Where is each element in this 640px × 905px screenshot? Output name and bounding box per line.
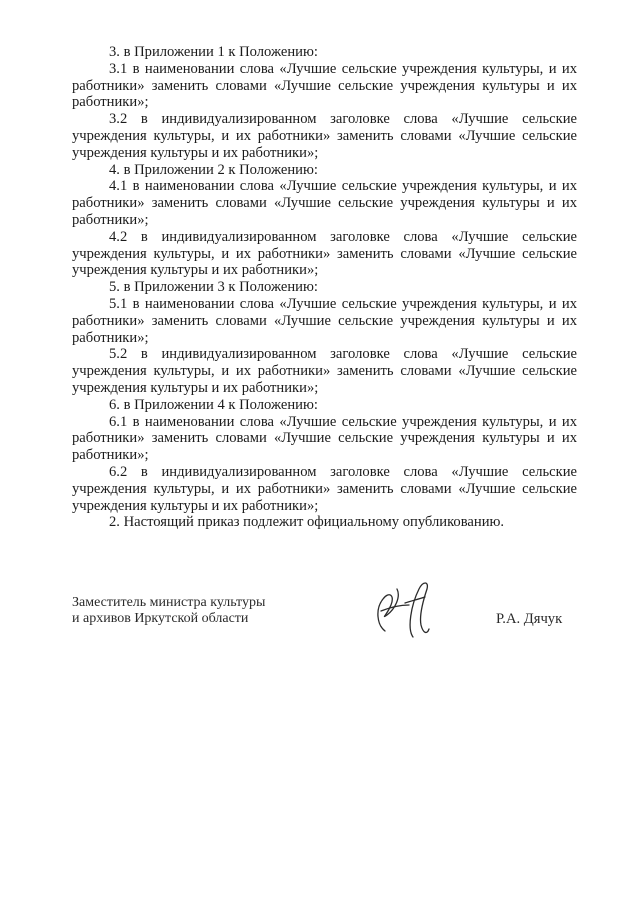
section-heading-appendix-3: 5. в Приложении 3 к Положению: (109, 279, 318, 296)
signer-title (72, 595, 265, 626)
section-heading-appendix-4: 6. в Приложении 4 к Положению: (109, 396, 318, 413)
paragraph-3-2: 3.2 в индивидуализированном заголовке слова «Лучшие сельские учреждения культуры, и их работники» заменить словами «Лучшие сельские учреждения культуры и их работники»; (72, 111, 577, 161)
paragraph-6-1: 6.1 в наименовании слова «Лучшие сельские учреждения культуры, и их работники» заменить словами «Лучшие сельские учреждения культуры и их работники»; (72, 413, 577, 464)
paragraph-6-2: 6.2 в индивидуализированном заголовке слова «Лучшие сельские учреждения культуры, и их работники» заменить словами «Лучшие сельские учреждения культуры и их работники»; (72, 463, 577, 514)
paragraph-3-1: 3.1 в наименовании слова «Лучшие сельские учреждения культуры, и их работники» заменить словами «Лучшие сельские учреждения культуры и их работники»; (72, 60, 577, 111)
paragraph-4-2: 4.2 в индивидуализированном заголовке слова «Лучшие сельские учреждения культуры, и их работники» заменить словами «Лучшие сельские учреждения культуры и их работники»; (72, 228, 577, 279)
section-heading-appendix-1: 3. в Приложении 1 к Положению: (109, 44, 318, 60)
publication-clause: 2. Настоящий приказ подлежит официальному опубликованию. (109, 514, 505, 531)
paragraph-4-1: 4.1 в наименовании слова «Лучшие сельские учреждения культуры, и их работники» заменить словами «Лучшие сельские учреждения культуры и их работники»; (72, 178, 577, 228)
paragraph-5-2: 5.2 в индивидуализированном заголовке слова «Лучшие сельские учреждения культуры, и их работники» заменить словами «Лучшие сельские учреждения культуры и их работники»; (72, 346, 577, 396)
signature-block (72, 595, 577, 655)
signer-name: Р.А. Дячук (496, 611, 563, 627)
document-body (72, 44, 577, 531)
paragraph-5-1: 5.1 в наименовании слова «Лучшие сельские учреждения культуры, и их работники» заменить словами «Лучшие сельские учреждения культуры и их работники»; (72, 295, 577, 346)
section-heading-appendix-2: 4. в Приложении 2 к Положению: (109, 161, 318, 178)
signer-title-line-1: Заместитель министра культуры (72, 595, 266, 610)
handwritten-signature-icon (367, 575, 447, 645)
signer-title-line-2: и архивов Иркутской области (72, 610, 249, 626)
